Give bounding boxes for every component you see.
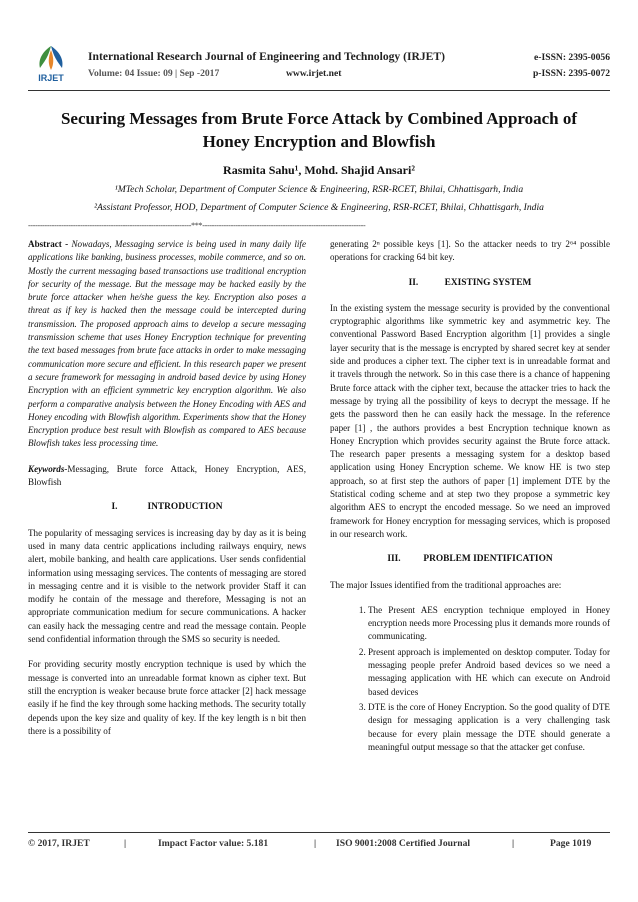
separator-line: ---------------------------------------------------------------------***--------------------------------------------------------------------- [28, 221, 366, 230]
journal-website: www.irjet.net [286, 68, 342, 79]
header-rule [28, 90, 610, 91]
footer-separator: | [512, 838, 515, 849]
keywords-text: Messaging, Brute force Attack, Honey Encryption, AES, Blowfish [28, 463, 306, 488]
section-number: I. [111, 502, 118, 513]
problem-intro: The major Issues identified from the traditional approaches are: [330, 579, 562, 590]
intro-paragraph-1: The popularity of messaging services is increasing day by day as it is being used in many data centric applications including railways enquiry, news alert, mobile banking, and health care applications. User sends confidential information using messaging services. The contents of messaging are stored in messaging centre and it is visible to the network provider Staff it can modify he contain of the message and therefore, Messaging is not an appropriate communication medium for secure communications. A hacker can easily hack the messaging centre and read the message contain. People send confidential information through the SMS so security is needed. [28, 527, 306, 645]
continued-paragraph: generating 2ⁿ possible keys [1]. So the attacker needs to try 2⁶⁴ possible operations for cracking 64 bit key. [330, 239, 610, 263]
footer-page-number: Page 1019 [550, 838, 592, 849]
e-issn: e-ISSN: 2395-0056 [534, 52, 610, 63]
section-title: EXISTING SYSTEM [444, 277, 532, 288]
page-footer [28, 838, 610, 849]
section-heading-problem-identification [330, 553, 610, 566]
section-title: PROBLEM IDENTIFICATION [423, 554, 553, 565]
affiliation-1: ¹MTech Scholar, Department of Computer Science & Engineering, RSR-RCET, Bhilai, Chhattisgarh, India [114, 184, 524, 195]
paper-authors: Rasmita Sahu¹, Mohd. Shajid Ansari² [223, 163, 415, 177]
footer-separator: | [124, 838, 127, 849]
abstract-text: Nowadays, Messaging service is being used in many daily life applications like banking, business processes, mobile commerce, and so on. Mostly the current messaging based transactions use traditional encryption for security of the message. But the message may be hacked easily by the brute force attacker when he/she guess the key. Encryption also poses a threat as if key is hacked then the message could be intercepted during transmission. The proposed approach aims to develop a secure messaging transmission scheme that uses Honey Encryption technique for preventing the text based messages from brute face attacks in order to make messaging communication more secure and efficient. In this research paper we present a secure framework for messaging in android based device by using Honey Encryption with an efficient symmetric key encryption algorithm. We also perform a comparative analysis between the Honey Encoding with AES and Honey encoding with Blowfish algorithm. Experiments show that the Honey Encryption produce best result with Blowfish as compared to AES because Blowfish takes less processing time. [28, 239, 306, 449]
section-number: II. [408, 277, 419, 288]
intro-paragraph-2: For providing security mostly encryption technique is used by which the message is converted into an unreadable format known as cipher text. But still the encryption is weaker because brute force attacker [2] hack message easily if he find the key through some hacking methods. The security totally depends upon the key size and quality of key. If the key length is n bit then there is a possibility of [28, 659, 306, 736]
irjet-logo-icon [28, 44, 74, 84]
problem-list [330, 604, 610, 754]
footer-copyright: © 2017, IRJET [28, 838, 90, 849]
abstract [28, 238, 306, 451]
keywords [28, 463, 306, 490]
existing-paragraph: In the existing system the message security is provided by the conventional cryptographic algorithms like symmetric key and asymmetric key. The conventional Password Based Encryption algorithm [1] provides a single layer security that is the message is encrypted by shared secret key at sender side and produces a cipher text. The cipher text is in unreadable format and it travels through the network. So in this case there is a chance of happening Brute force attack with the cipher text, because the attacker tries to hack the message by trying all the possibility of keys to decrypt the message. If he gets the password then he can easily hack the message. In the reference paper [1] , the authors provides a best Encryption technique known as Honey Encryption which provides security against the Brute force attack. The research paper presents a messaging system for a desktop based application using Honey Encryption scheme. We know HE is two step approach, so at first step the authors of paper [1] implement DTE by the Statistical coding scheme and at step two they propose a symmetric key algorithm AES to encrypt the encoded message. So we need an improved framework for Honey encryption for messaging services, which is proposed in our research work. [330, 302, 610, 539]
footer-impact-factor: Impact Factor value: 5.181 [158, 838, 269, 849]
journal-header [28, 44, 610, 84]
list-item: 2. Present approach is implemented on desktop computer. Today for messaging people prefer Android based devices so we need a messaging application with HE which can execute on Android based devices [368, 646, 610, 699]
footer-separator: | [314, 838, 317, 849]
right-column [330, 238, 610, 756]
keywords-label: Keywords- [28, 463, 68, 474]
list-item: 3. DTE is the core of Honey Encryption. So the good quality of DTE design for messaging application is a very challenging task because for every plain message the DTE should generate a meaningful output message so that the attacker get confuse. [368, 701, 610, 754]
list-item: 1. The Present AES encryption technique employed in Honey encryption needs more Processing plus it demands more rounds of communicating. [368, 604, 610, 644]
footer-iso: ISO 9001:2008 Certified Journal [336, 838, 471, 849]
affiliation-2: ²Assistant Professor, HOD, Department of Computer Science & Engineering, RSR-RCET, Bhilai, Chhattisgarh, India [94, 202, 544, 213]
abstract-label: Abstract - [28, 239, 72, 249]
section-heading-introduction [28, 501, 306, 514]
footer-rule [28, 832, 610, 833]
section-number: III. [387, 554, 401, 565]
paper-title: Securing Messages from Brute Force Attack by Combined Approach of Honey Encryption and Blowfish [60, 109, 578, 151]
volume-info: Volume: 04 Issue: 09 | Sep -2017 [88, 68, 220, 79]
section-title: INTRODUCTION [147, 502, 223, 513]
section-heading-existing-system [330, 277, 610, 290]
journal-title: International Research Journal of Engineering and Technology (IRJET) [88, 50, 445, 63]
logo-text: IRJET [38, 73, 64, 83]
p-issn: p-ISSN: 2395-0072 [532, 68, 610, 79]
left-column [28, 238, 306, 750]
